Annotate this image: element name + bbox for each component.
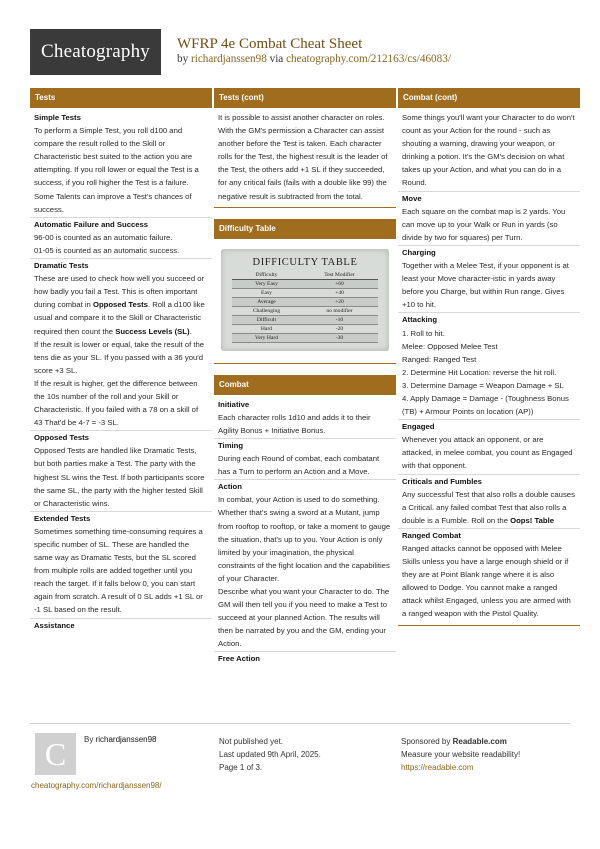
paragraph [34,272,207,337]
sponsor-line [401,735,520,748]
section-header-difficulty-table: Difficulty Table [214,219,396,239]
sponsor-tagline: Measure your website readability! [401,750,521,759]
list-item: 4. Apply Damage = Damage - (Toughness Bonus (TB) + Armour Points on location (AP)) [402,393,569,417]
text-run: . [189,326,192,336]
page-title: WFRP 4e Combat Cheat Sheet [177,36,363,52]
list-item: 3. Determine Damage = Weapon Damage + SL [402,380,564,390]
paragraph: Whenever you attack an opponent, or are attacked, in melee combat, you count as Engaged with that opponent. [402,435,573,471]
sponsor-url-link[interactable]: https://readable.com [401,763,474,772]
section-body-tests-cont [214,108,396,207]
paragraph: Opposed Tests are handled like Dramatic Tests, but both parties make a Test. The party with the highest SL wins the Test. If both participants score the same SL, the party with the higher tested Skill or Characteristic wins. [34,446,205,508]
published-status: Not published yet. [219,737,284,746]
paragraph: If the result is lower or equal, take the result of the tens die as your SL. If you passed with a 36 you'd score +3 SL. [34,339,205,375]
footer-publish-info [219,735,321,774]
difficulty-table [232,271,378,343]
table-cell: Challenging [232,306,301,315]
subheading-move: Move [402,193,422,203]
table-row [232,333,378,342]
last-updated: Last updated 9th April, 2025. [219,750,321,759]
list-item: Melee: Opposed Melee Test [402,341,498,351]
table-row [232,297,378,306]
table-cell: Easy [232,288,301,297]
footer-divider [30,723,570,724]
subheading-assistance: Assistance [34,620,75,630]
bold-term: Success Levels (SL) [115,326,190,336]
table-row [232,324,378,333]
paragraph: Some things you'll want your Character to do won't count as your Action for the round - such as shouting a warning, drawing your weapon, or drinking a potion. It's the GM's decision on what takes up your Action, and what you can do in a Round. [402,113,575,188]
subheading-ranged-combat: Ranged Combat [402,530,461,540]
difficulty-table-image [214,239,396,363]
column-3 [398,88,580,626]
cheatography-logo[interactable]: Cheatography [30,29,161,75]
table-row [232,279,378,288]
paragraph: Ranged attacks cannot be opposed with Melee Skills unless you have a large enough shield or if they are at Point Blank range where it is also allowed to Dodge. You cannot make a ranged attack whilst Engaged, unless you are armed with a ranged weapon with the Pistol Quality. [402,544,571,619]
subheading-action: Action [218,482,242,492]
paragraph: Together with a Melee Test, if your opponent is at least your Move character-istic in yards away before you Charge, but within Run range. Gives +10 to hit. [402,261,569,310]
subheading-engaged: Engaged [402,422,435,432]
paragraph: In combat, your Action is used to do something. Whether that's swing a sword at a Mutant, jump from rooftop to rooftop, or take a moment to gauge the situation, that's up to you. Your Action is only limited by your imagination, the physical constraints of the fight location and the capabilities of your Character. [218,495,391,583]
difficulty-table-card [221,249,389,351]
table-cell: +40 [301,288,378,297]
section-header-combat: Combat [214,375,396,395]
paragraph: Sometimes something time-consuming requires a specific number of SL. These are handled the same way as Dramatic Tests, but the SL scored from multiple rolls are added together until you reach the target. If it falls below 0, you can start again from scratch. A result of 0 SL adds +1 SL or -1 SL based on the result. [34,526,203,615]
section-header-tests-cont: Tests (cont) [214,88,396,108]
table-cell: Very Easy [232,279,301,288]
list-item: 1. Roll to hit. [402,328,445,338]
byline-prefix: by [177,53,191,65]
subheading-dramatic-tests: Dramatic Tests [34,261,89,271]
table-cell: Difficult [232,315,301,324]
page-number: Page 1 of 3. [219,763,263,772]
bold-term: Oops! Table [510,515,554,525]
subheading-charging: Charging [402,247,436,257]
author-avatar[interactable]: C [35,733,76,775]
footer-by-label: By [84,735,96,744]
table-cell: +20 [301,297,378,306]
paragraph [402,488,575,527]
paragraph: Each character rolls 1d10 and adds it to their Agility Bonus + Initiative Bonus. [218,412,371,435]
paragraph: Describe what you want your Character to do. The GM will then tell you if you need to make a Test to succeed at your planned Action. The results will then be narrated by you and the GM, ending your Action. [218,586,390,649]
subheading-auto-fail-success: Automatic Failure and Success [34,219,149,229]
table-cell: -30 [301,333,378,342]
text-run: These are used to check how well you succeed or how badly you fail a Test. This is often important during combat in [34,274,205,310]
table-cell: Hard [232,324,301,333]
subheading-criticals-fumbles: Criticals and Fumbles [402,476,482,486]
bold-term: Opposed Tests [92,300,148,310]
column-1 [30,88,212,636]
footer-author [84,735,157,744]
table-header-cell: Difficulty [232,271,301,280]
list-item: 2. Determine Hit Location: reverse the hit roll. [402,367,557,377]
table-cell: -10 [301,315,378,324]
paragraph: If the result is higher, get the difference between the 10s number of the roll and your Skill or Characteristic. If you failed with a 78 on a skill of 43 That'd be 4-7 = -3 SL. [34,378,199,428]
subheading-timing: Timing [218,440,244,450]
sponsor-prefix: Sponsored by [401,737,453,746]
paragraph: 01-05 is counted as an automatic success. [34,245,180,255]
subheading-initiative: Initiative [218,399,250,409]
table-cell: Average [232,297,301,306]
sponsor-name[interactable]: Readable.com [452,737,507,746]
byline-via: via [266,53,287,65]
section-end-rule [398,625,580,626]
paragraph: It is possible to assist another character on roles. With the GM's permission a Character can assist another before the Test is taken. Each character rolls for the Test, the highest result is the leader of the Test, the others add +1 SL if they succeeded, for any critical fails (fails with a double like 99) the negative result is subtracted from the total. [218,113,388,201]
section-body-combat [214,395,396,670]
difficulty-table-title: DIFFICULTY TABLE [252,256,358,268]
footer-author-link[interactable]: richardjanssen98 [95,735,157,744]
section-header-tests: Tests [30,88,212,108]
subheading-extended-tests: Extended Tests [34,513,91,523]
footer-sponsor [401,735,520,774]
table-cell: no modifier [301,306,378,315]
paragraph: Each square on the combat map is 2 yards. You can move up to your Walk or Run in yards (so divide by two for squares) per Turn. [402,206,566,242]
table-cell: +60 [301,279,378,288]
section-body-combat-cont [398,108,580,625]
table-row [232,315,378,324]
paragraph: To perform a Simple Test, you roll d100 and compare the result rolled to the Skill or Characteristic best suited to the action you are attempting. If you roll lower or equal the Test is a success, if you roll higher the Test is a failure. [34,126,199,188]
table-cell: -20 [301,324,378,333]
column-2 [214,88,396,670]
subheading-opposed-tests: Opposed Tests [34,433,89,443]
section-body-tests [30,108,212,636]
paragraph: During each Round of combat, each combatant has a Turn to perform an Action and a Move. [218,454,380,477]
author-link[interactable]: richardjanssen98 [190,53,267,65]
footer-author-url[interactable]: cheatography.com/richardjanssen98/ [31,781,162,790]
subheading-free-action: Free Action [218,654,261,664]
paragraph: Some Talents can improve a Test's chances of success. [34,191,192,214]
table-cell: Very Hard [232,333,301,342]
sheet-url-link[interactable]: cheatography.com/212163/cs/46083/ [286,53,451,65]
table-header-cell: Test Modifier [301,271,378,280]
table-row [232,288,378,297]
table-row [232,306,378,315]
list-item: Ranged: Ranged Test [402,354,477,364]
paragraph: 96-00 is counted as an automatic failure. [34,232,173,242]
subheading-simple-tests: Simple Tests [34,113,81,122]
text-run: Any successful Test that also rolls a double causes a Critical. any failed combat Test that also rolls a double is a Fumble. Roll on the [402,489,575,525]
text-run: . Roll a d100 like usual and compare it to the Skill or Characteristic required then count the [34,300,205,336]
subheading-attacking: Attacking [402,315,438,325]
byline [177,53,451,65]
section-header-combat-cont: Combat (cont) [398,88,580,108]
